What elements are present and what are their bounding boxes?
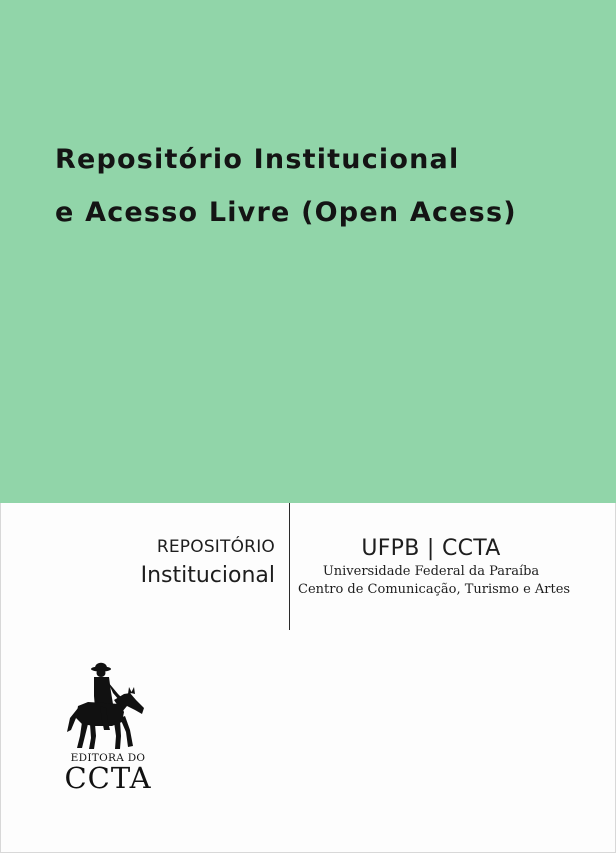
repository-mark-line-1: REPOSITÓRIO — [156, 537, 275, 557]
repository-mark — [141, 535, 275, 591]
logo-small-text: EDITORA DO — [70, 752, 146, 764]
repository-mark-line-2: Institucional — [140, 563, 275, 588]
institution-block — [298, 535, 571, 599]
university-name: Universidade Federal da Paraíba — [322, 564, 540, 579]
title-line-1: Repositório Institucional — [55, 144, 460, 175]
publisher-logo — [60, 660, 156, 795]
document-title — [55, 133, 517, 239]
title-line-2: e Acesso Livre (Open Acess) — [55, 197, 517, 228]
logo-big-text: CCTA — [64, 761, 152, 795]
vertical-divider — [289, 503, 290, 630]
horse-rider-icon — [64, 660, 152, 752]
center-name: Centro de Comunicação, Turismo e Artes — [298, 582, 571, 597]
institution-name: UFPB | CCTA — [361, 536, 501, 561]
